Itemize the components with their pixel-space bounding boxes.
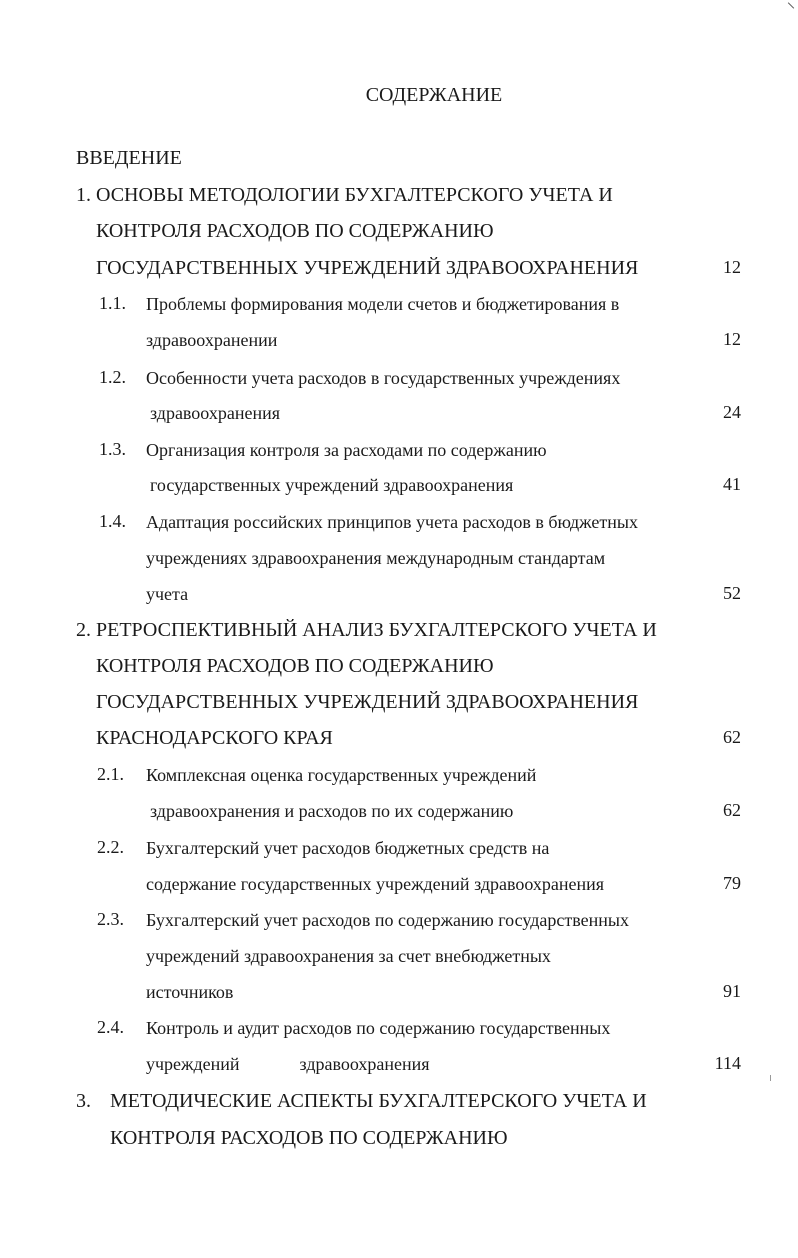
section-1-3-line-1: Организация контроля за расходами по содержанию — [146, 440, 547, 460]
chapter-3-title-line-1: МЕТОДИЧЕСКИЕ АСПЕКТЫ БУХГАЛТЕРСКОГО УЧЕТА И — [110, 1090, 647, 1112]
section-1-2-line-2: здравоохранения — [150, 403, 281, 423]
chapter-1-page: 12 — [723, 257, 741, 277]
chapter-1-title-line-1: 1. ОСНОВЫ МЕТОДОЛОГИИ БУХГАЛТЕРСКОГО УЧЕТА И — [76, 184, 613, 206]
section-2-2-line-2: содержание государственных учреждений здравоохранения — [146, 874, 605, 894]
section-1-2-number: 1.2. — [99, 367, 126, 387]
section-2-3-line-3: источников — [146, 982, 234, 1002]
section-2-3-line-2: учреждений здравоохранения за счет внебюджетных — [146, 946, 551, 966]
section-1-1-page: 12 — [723, 329, 741, 349]
section-1-2-line-1: Особенности учета расходов в государственных учреждениях — [146, 368, 621, 388]
section-2-4-line-2-part-2: здравоохранения — [299, 1054, 430, 1074]
section-2-4-number: 2.4. — [97, 1017, 124, 1037]
chapter-2-page: 62 — [723, 727, 741, 747]
toc-intro: ВВЕДЕНИЕ — [76, 147, 182, 169]
section-2-1-number: 2.1. — [97, 764, 124, 784]
page-title: СОДЕРЖАНИЕ — [365, 84, 503, 106]
section-1-4-line-3: учета — [146, 584, 189, 604]
section-1-3-line-2: государственных учреждений здравоохранения — [150, 475, 514, 495]
section-1-1-line-2: здравоохранении — [146, 330, 278, 350]
section-1-4-number: 1.4. — [99, 511, 126, 531]
scan-mark — [788, 2, 794, 8]
section-2-1-line-1: Комплексная оценка государственных учреждений — [146, 765, 537, 785]
section-2-4-page: 114 — [714, 1053, 741, 1073]
section-1-3-page: 41 — [723, 474, 741, 494]
chapter-3-number: 3. — [76, 1090, 91, 1112]
section-2-4-line-2-part-1: учреждений — [146, 1054, 240, 1074]
chapter-2-title-line-1: 2. РЕТРОСПЕКТИВНЫЙ АНАЛИЗ БУХГАЛТЕРСКОГО УЧЕТА И — [76, 619, 657, 641]
section-2-1-page: 62 — [723, 800, 741, 820]
chapter-3-title-line-2: КОНТРОЛЯ РАСХОДОВ ПО СОДЕРЖАНИЮ — [110, 1127, 508, 1149]
section-2-4-line-2 — [146, 1052, 430, 1076]
chapter-1-title-line-3: ГОСУДАРСТВЕННЫХ УЧРЕЖДЕНИЙ ЗДРАВООХРАНЕНИЯ — [96, 257, 639, 279]
section-1-4-line-1: Адаптация российских принципов учета расходов в бюджетных — [146, 512, 638, 532]
section-2-1-line-2: здравоохранения и расходов по их содержанию — [150, 801, 514, 821]
scan-dot — [770, 1075, 771, 1081]
chapter-2-title-line-2: КОНТРОЛЯ РАСХОДОВ ПО СОДЕРЖАНИЮ — [96, 655, 494, 677]
section-2-2-number: 2.2. — [97, 837, 124, 857]
section-2-2-line-1: Бухгалтерский учет расходов бюджетных средств на — [146, 838, 550, 858]
section-2-3-line-1: Бухгалтерский учет расходов по содержанию государственных — [146, 910, 629, 930]
section-1-4-line-2: учреждениях здравоохранения международным стандартам — [146, 548, 606, 568]
section-2-3-page: 91 — [723, 981, 741, 1001]
section-1-1-number: 1.1. — [99, 293, 126, 313]
section-1-3-number: 1.3. — [99, 439, 126, 459]
section-1-4-page: 52 — [723, 583, 741, 603]
chapter-1-title-line-2: КОНТРОЛЯ РАСХОДОВ ПО СОДЕРЖАНИЮ — [96, 220, 494, 242]
section-2-2-page: 79 — [723, 873, 741, 893]
section-1-2-page: 24 — [723, 402, 741, 422]
section-2-4-line-1: Контроль и аудит расходов по содержанию государственных — [146, 1018, 611, 1038]
chapter-2-title-line-4: КРАСНОДАРСКОГО КРАЯ — [96, 727, 333, 749]
section-1-1-line-1: Проблемы формирования модели счетов и бюджетирования в — [146, 294, 620, 314]
chapter-2-title-line-3: ГОСУДАРСТВЕННЫХ УЧРЕЖДЕНИЙ ЗДРАВООХРАНЕНИЯ — [96, 691, 639, 713]
section-2-3-number: 2.3. — [97, 909, 124, 929]
